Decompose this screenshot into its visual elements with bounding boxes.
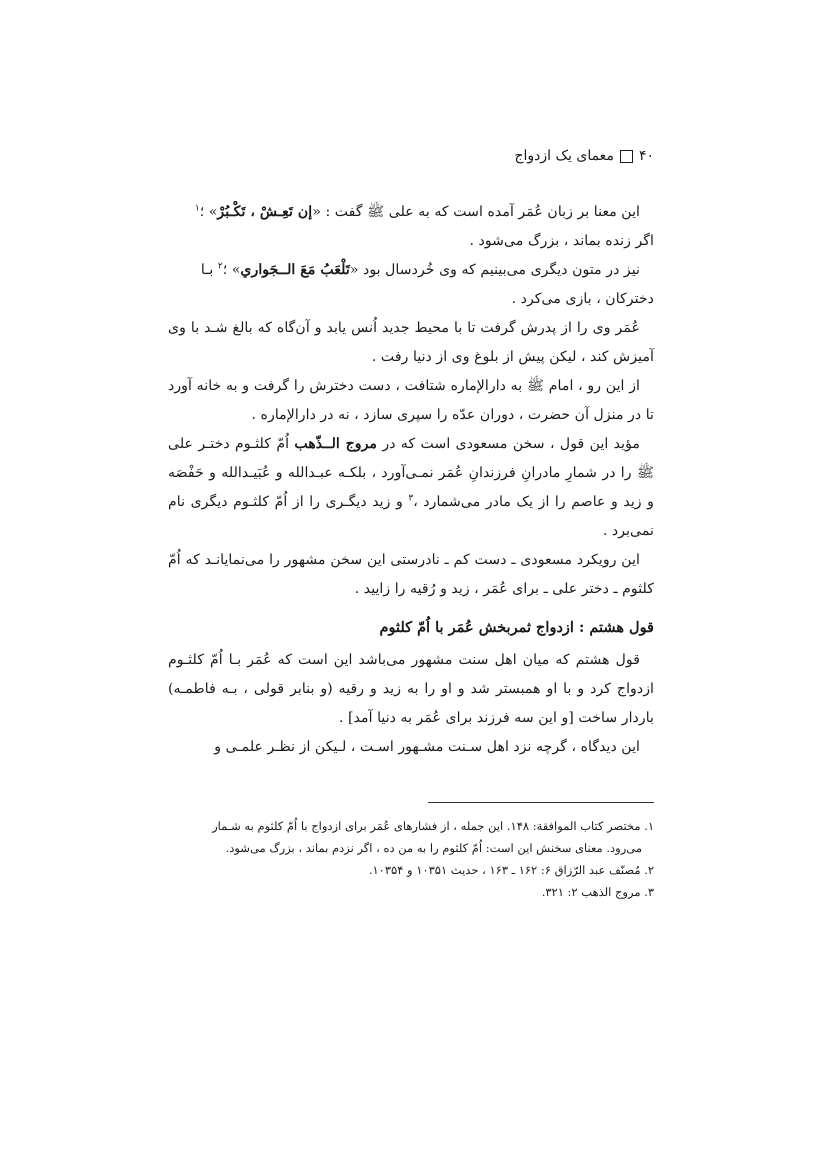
square-bullet-icon	[620, 150, 633, 163]
document-page	[168, 140, 654, 903]
paragraph: مؤید این قول ، سخن مسعودی است که در مروج الــذّهب اُمّ کلثـوم دختـر علی ﷺ را در شمارِ مادرانِ فرزندانِ عُمَر نمـی‌آورد ، بلکـه عبـدالله و عُبَیـدالله و حَفْصَه و زید و عاصم را از یک مادر می‌شمارد ،$^۳$ و زید دیگـری را از اُمّ کلثـوم دیگری نام نمی‌برد .	[168, 436, 654, 539]
paragraph: این معنا بر زبان عُمَر آمده است که به علی ﷺ گفت : «إن تَعِـشْ ، تَكْـبُرْ» ؛$^۱$	[194, 203, 640, 220]
footnote: ۲. مُصنّف عبد الرّزاق ۶: ۱۶۲ ـ ۱۶۳ ، حدیث ۱۰۳۵۱ و ۱۰۳۵۴.	[368, 863, 654, 877]
footnote-divider	[428, 802, 654, 803]
paragraph: از این رو ، امام ﷺ به دارالإماره شتافت ، دست دخترش را گرفت و به خانه آورد تا در منزل آن حضرت ، دوران عدّه را سپری سازد ، نه در دارالإماره .	[168, 378, 654, 423]
running-title: معمای یک ازدواج	[514, 148, 614, 164]
running-header	[168, 148, 654, 164]
footnote: ۱. مختصر کتاب الموافقة: ۱۴۸. این جمله ، از فشارهای عُمَر برای ازدواج با اُمّ کلثوم به شـمار	[212, 819, 654, 833]
footnote: ۳. مروج الذهب ۲: ۳۲۱.	[541, 885, 654, 899]
paragraph: دختركان ، بازی می‌كرد .	[511, 291, 654, 307]
paragraph: عُمَر وی را از پدرش گرفت تا با محیط جدید اُنس یابد و آن‌گاه که بالغ شـد با وی آمیزش کند ، لیکن پیش از بلوغ وی از دنیا رفت .	[168, 320, 654, 365]
footnotes	[168, 815, 654, 903]
footnote-continuation: می‌رود. معنای سخنش این است: اُمّ کلثوم را به من ده ، اگر نزدم بماند ، بزرگ می‌شود.	[225, 841, 642, 855]
paragraph: اگر زنده بماند ، بزرگ می‌شود .	[469, 233, 654, 249]
paragraph: این دیدگاه ، گرچه نزد اهل سـنت مشـهور اسـت ، لـیکن از نظـر علمـی و	[214, 739, 640, 755]
paragraph: نیز در متون دیگری می‌بینیم که وی خُردسال بود «تَلْعَبُ مَعَ الــجَواري» ؛$^۲$ بـا	[200, 261, 640, 278]
main-text	[168, 198, 654, 762]
paragraph: این رویکرد مسعودی ـ دست کم ـ نادرستی این سخن مشهور را می‌نمایانـد که اُمّ کلثوم ـ دختر علی ـ برای عُمَر ، زید و رُقیه را زایید .	[168, 552, 654, 597]
footnote-ref: ۱	[194, 203, 200, 214]
page-number: ۴۰	[638, 148, 654, 164]
footnote-ref: ۳	[408, 493, 414, 504]
section-heading: قول هشتم : ازدواج ثمربخش عُمَر با اُمّ کلثوم	[379, 619, 654, 636]
paragraph: قول هشتم که میان اهل سنت مشهور می‌باشد این است که عُمَر بـا اُمّ کلثـوم ازدواج کرد و با او همبستر شد و او را به زید و رقیه (و بنابر قولی ، بـه فاطمـه) باردار ساخت [و این سه فرزند برای عُمَر به دنیا آمد] .	[168, 652, 654, 726]
footnote-ref: ۲	[217, 261, 223, 272]
